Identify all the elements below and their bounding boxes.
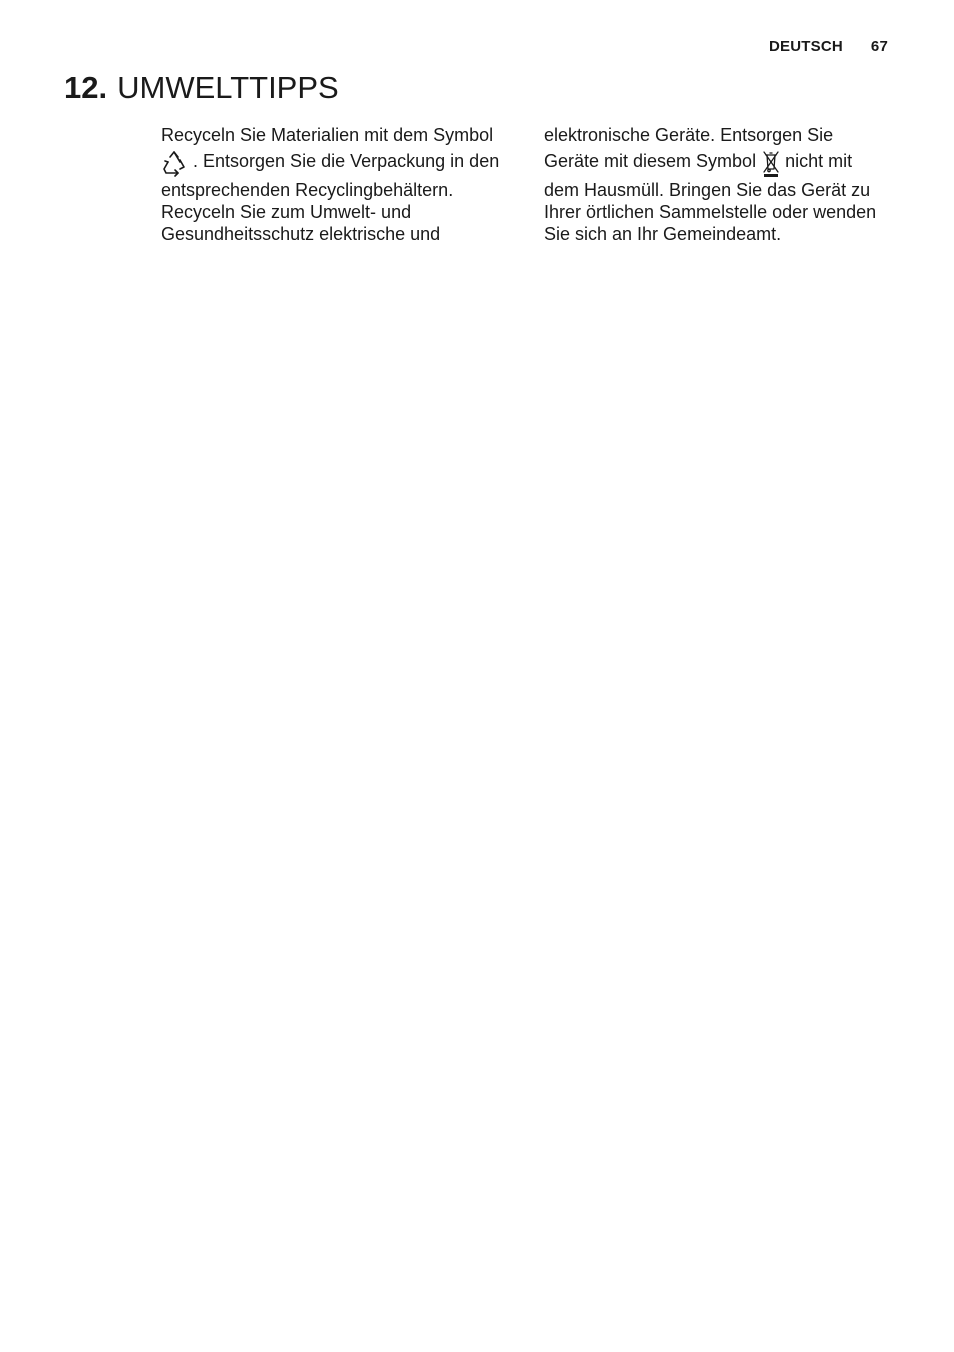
paragraph-line-text: Geräte mit diesem Symbol <box>544 151 757 171</box>
header-page-number: 67 <box>870 38 888 55</box>
section-title-text: UMWELTTIPPS <box>117 70 339 105</box>
paragraph-line: Sie sich an Ihr Gemeindeamt. <box>544 224 782 244</box>
paragraph-line: Recyceln Sie zum Umwelt- und <box>161 202 412 222</box>
paragraph-line-with-icon <box>544 146 904 179</box>
paragraph-line: Gesundheitsschutz elektrische und <box>161 224 441 244</box>
paragraph-line-with-icon <box>161 146 521 179</box>
text-column-left <box>161 124 521 245</box>
paragraph-line-text: . Entsorgen Sie die Verpackung in den <box>193 151 500 171</box>
text-column-right <box>544 124 904 245</box>
section-number: 12. <box>64 70 108 105</box>
page-header <box>769 38 888 55</box>
paragraph-line: dem Hausmüll. Bringen Sie das Gerät zu <box>544 180 871 200</box>
header-language: DEUTSCH <box>769 38 843 55</box>
paragraph-line: entsprechenden Recyclingbehältern. <box>161 180 454 200</box>
paragraph-line: Recyceln Sie Materialien mit dem Symbol <box>161 125 494 145</box>
paragraph-line: elektronische Geräte. Entsorgen Sie <box>544 125 834 145</box>
paragraph-line-text: nicht mit <box>785 151 853 171</box>
crossed-out-wheelie-bin-icon <box>762 150 780 178</box>
recycling-icon <box>161 150 187 178</box>
section-title <box>64 66 339 110</box>
paragraph-line: Ihrer örtlichen Sammelstelle oder wenden <box>544 202 877 222</box>
